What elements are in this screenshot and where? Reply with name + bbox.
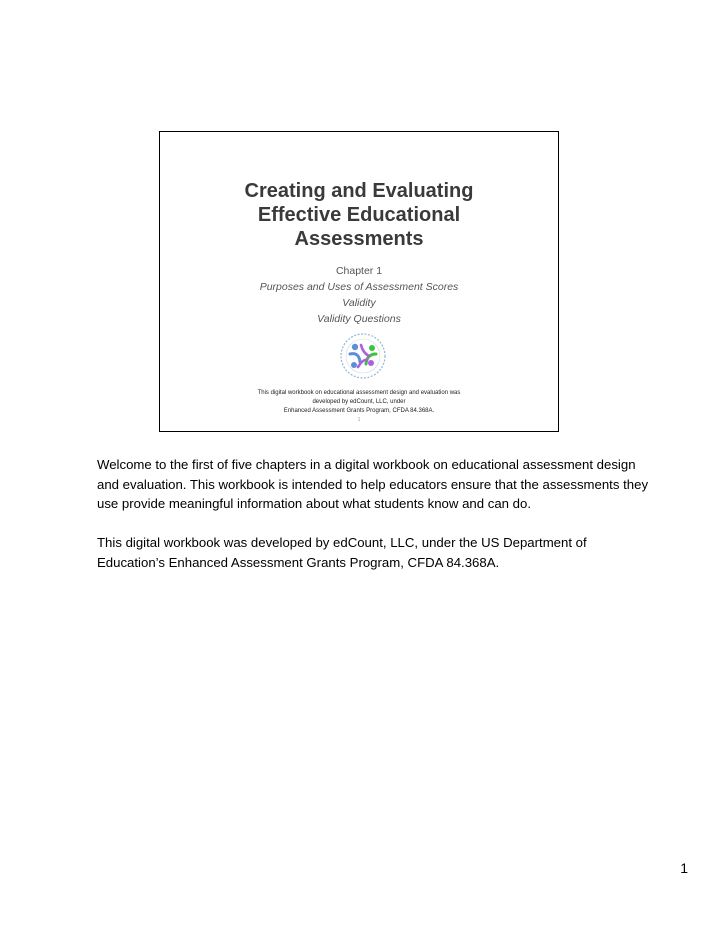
slide-credit [160, 389, 558, 416]
slide-thumbnail [159, 131, 559, 432]
slide-number: 1 [357, 417, 361, 423]
notes-paragraph: Welcome to the first of five chapters in a digital workbook on educational assessment design and evaluation. This workbook is intended to help educators ensure that the assessments they use provide meaningful information about what students know and can do. [97, 457, 649, 511]
slide-chapter: Chapter 1 [335, 265, 383, 277]
slide-topic: Validity Questions [317, 313, 401, 325]
slide-topic: Validity [342, 297, 376, 309]
slide-title-line: Assessments [294, 228, 424, 250]
page-number: 1 [680, 860, 688, 876]
slide-title-line: Creating and Evaluating [244, 180, 474, 202]
slide-title-line: Effective Educational [257, 204, 461, 226]
slide-subtitles [160, 263, 558, 327]
slide-credit-line: This digital workbook on educational assessment design and evaluation was [257, 390, 461, 396]
slide-title [160, 179, 558, 251]
slide-credit-line: developed by edCount, LLC, under [312, 399, 406, 405]
slide-credit-line: Enhanced Assessment Grants Program, CFDA 84.368A. [283, 408, 435, 414]
edcount-logo-icon [339, 332, 387, 380]
speaker-notes [97, 455, 657, 592]
notes-paragraph: This digital workbook was developed by edCount, LLC, under the US Department of Education’s Enhanced Assessment Grants Program, CFDA 84.368A. [97, 535, 587, 570]
slide-topic: Purposes and Uses of Assessment Scores [259, 281, 459, 293]
